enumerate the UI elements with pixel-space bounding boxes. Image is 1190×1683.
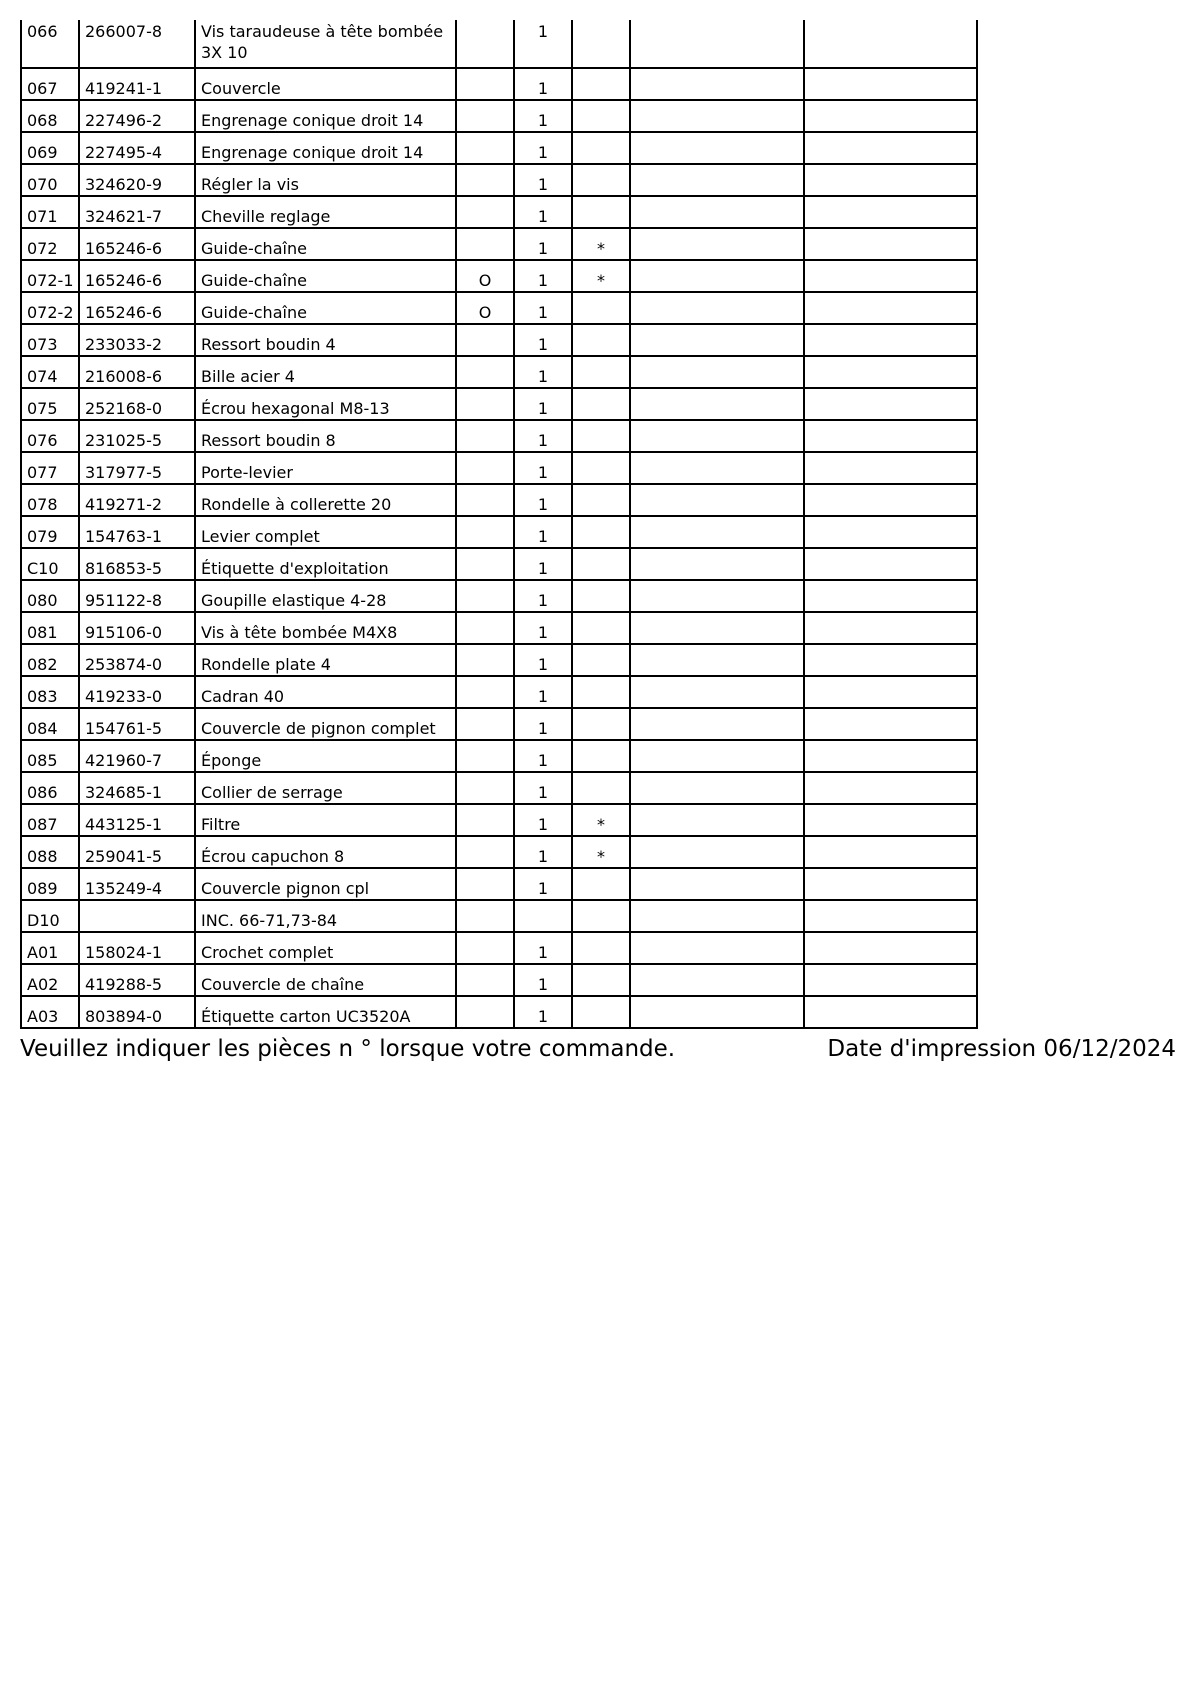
part-number-cell: 086: [21, 772, 79, 804]
option-cell: [456, 452, 514, 484]
mark-cell: [572, 356, 630, 388]
reference-cell: 165246-6: [79, 228, 195, 260]
description-cell: Engrenage conique droit 14: [195, 100, 456, 132]
blank-cell-a: [630, 164, 804, 196]
description-cell: Vis à tête bombée M4X8: [195, 612, 456, 644]
option-cell: [456, 420, 514, 452]
parts-table: [20, 20, 978, 1029]
part-number-cell: 072-1: [21, 260, 79, 292]
quantity-cell: 1: [514, 388, 572, 420]
blank-cell-b: [804, 900, 977, 932]
description-cell: INC. 66-71,73-84: [195, 900, 456, 932]
print-date: Date d'impression 06/12/2024: [827, 1036, 1176, 1062]
table-row: [21, 356, 977, 388]
description-cell: Porte-levier: [195, 452, 456, 484]
blank-cell-a: [630, 196, 804, 228]
option-cell: [456, 932, 514, 964]
mark-cell: *: [572, 260, 630, 292]
quantity-cell: 1: [514, 356, 572, 388]
quantity-cell: 1: [514, 260, 572, 292]
part-number-cell: 072-2: [21, 292, 79, 324]
blank-cell-a: [630, 580, 804, 612]
part-number-cell: 075: [21, 388, 79, 420]
quantity-cell: 1: [514, 100, 572, 132]
blank-cell-b: [804, 68, 977, 100]
blank-cell-a: [630, 804, 804, 836]
blank-cell-b: [804, 644, 977, 676]
blank-cell-b: [804, 100, 977, 132]
blank-cell-a: [630, 292, 804, 324]
blank-cell-a: [630, 452, 804, 484]
quantity-cell: 1: [514, 20, 572, 68]
blank-cell-a: [630, 836, 804, 868]
part-number-cell: 073: [21, 324, 79, 356]
mark-cell: [572, 484, 630, 516]
mark-cell: [572, 452, 630, 484]
parts-table-body: [21, 20, 977, 1028]
part-number-cell: 071: [21, 196, 79, 228]
part-number-cell: 079: [21, 516, 79, 548]
description-cell: Guide-chaîne: [195, 228, 456, 260]
quantity-cell: 1: [514, 676, 572, 708]
description-cell: Guide-chaîne: [195, 260, 456, 292]
mark-cell: [572, 868, 630, 900]
table-row: [21, 772, 977, 804]
table-row: [21, 196, 977, 228]
description-cell: Couvercle pignon cpl: [195, 868, 456, 900]
description-cell: Couvercle de chaîne: [195, 964, 456, 996]
quantity-cell: 1: [514, 324, 572, 356]
blank-cell-b: [804, 388, 977, 420]
description-cell: Guide-chaîne: [195, 292, 456, 324]
mark-cell: [572, 100, 630, 132]
option-cell: [456, 580, 514, 612]
mark-cell: [572, 708, 630, 740]
blank-cell-a: [630, 100, 804, 132]
mark-cell: [572, 132, 630, 164]
option-cell: O: [456, 292, 514, 324]
option-cell: [456, 324, 514, 356]
mark-cell: [572, 996, 630, 1028]
part-number-cell: 069: [21, 132, 79, 164]
table-row: [21, 708, 977, 740]
option-cell: [456, 228, 514, 260]
mark-cell: [572, 68, 630, 100]
blank-cell-b: [804, 868, 977, 900]
table-row: [21, 228, 977, 260]
mark-cell: *: [572, 804, 630, 836]
quantity-cell: 1: [514, 996, 572, 1028]
part-number-cell: 074: [21, 356, 79, 388]
part-number-cell: A01: [21, 932, 79, 964]
table-row: [21, 516, 977, 548]
quantity-cell: 1: [514, 548, 572, 580]
blank-cell-b: [804, 548, 977, 580]
blank-cell-a: [630, 356, 804, 388]
description-cell: Bille acier 4: [195, 356, 456, 388]
blank-cell-a: [630, 132, 804, 164]
table-row: [21, 388, 977, 420]
mark-cell: [572, 20, 630, 68]
description-cell: Collier de serrage: [195, 772, 456, 804]
table-row: [21, 996, 977, 1028]
description-cell: Écrou hexagonal M8-13: [195, 388, 456, 420]
reference-cell: 816853-5: [79, 548, 195, 580]
description-cell: Ressort boudin 4: [195, 324, 456, 356]
blank-cell-a: [630, 516, 804, 548]
reference-cell: 252168-0: [79, 388, 195, 420]
mark-cell: [572, 580, 630, 612]
table-row: [21, 836, 977, 868]
reference-cell: 165246-6: [79, 292, 195, 324]
quantity-cell: 1: [514, 612, 572, 644]
part-number-cell: 067: [21, 68, 79, 100]
blank-cell-b: [804, 452, 977, 484]
quantity-cell: 1: [514, 580, 572, 612]
table-row: [21, 900, 977, 932]
description-cell: Vis taraudeuse à tête bombée 3X 10: [195, 20, 456, 68]
blank-cell-a: [630, 644, 804, 676]
reference-cell: 324621-7: [79, 196, 195, 228]
part-number-cell: A02: [21, 964, 79, 996]
option-cell: O: [456, 260, 514, 292]
quantity-cell: 1: [514, 868, 572, 900]
part-number-cell: 070: [21, 164, 79, 196]
quantity-cell: 1: [514, 196, 572, 228]
blank-cell-b: [804, 580, 977, 612]
part-number-cell: 080: [21, 580, 79, 612]
blank-cell-a: [630, 260, 804, 292]
option-cell: [456, 20, 514, 68]
quantity-cell: 1: [514, 516, 572, 548]
table-row: [21, 68, 977, 100]
option-cell: [456, 100, 514, 132]
option-cell: [456, 740, 514, 772]
reference-cell: 231025-5: [79, 420, 195, 452]
part-number-cell: 077: [21, 452, 79, 484]
blank-cell-a: [630, 740, 804, 772]
quantity-cell: 1: [514, 964, 572, 996]
reference-cell: 951122-8: [79, 580, 195, 612]
table-row: [21, 932, 977, 964]
blank-cell-b: [804, 292, 977, 324]
reference-cell: 419241-1: [79, 68, 195, 100]
quantity-cell: 1: [514, 292, 572, 324]
description-cell: Couvercle de pignon complet: [195, 708, 456, 740]
description-cell: Régler la vis: [195, 164, 456, 196]
description-cell: Rondelle à collerette 20: [195, 484, 456, 516]
blank-cell-b: [804, 964, 977, 996]
reference-cell: 419271-2: [79, 484, 195, 516]
reference-cell: 154763-1: [79, 516, 195, 548]
option-cell: [456, 804, 514, 836]
option-cell: [456, 68, 514, 100]
table-row: [21, 644, 977, 676]
quantity-cell: 1: [514, 740, 572, 772]
blank-cell-b: [804, 420, 977, 452]
mark-cell: *: [572, 836, 630, 868]
quantity-cell: 1: [514, 420, 572, 452]
reference-cell: 324685-1: [79, 772, 195, 804]
mark-cell: [572, 516, 630, 548]
reference-cell: 154761-5: [79, 708, 195, 740]
description-cell: Écrou capuchon 8: [195, 836, 456, 868]
option-cell: [456, 644, 514, 676]
blank-cell-a: [630, 484, 804, 516]
mark-cell: [572, 964, 630, 996]
mark-cell: [572, 772, 630, 804]
blank-cell-b: [804, 740, 977, 772]
blank-cell-b: [804, 676, 977, 708]
blank-cell-a: [630, 868, 804, 900]
part-number-cell: 068: [21, 100, 79, 132]
description-cell: Cheville reglage: [195, 196, 456, 228]
part-number-cell: 083: [21, 676, 79, 708]
option-cell: [456, 868, 514, 900]
description-cell: Cadran 40: [195, 676, 456, 708]
table-row: [21, 452, 977, 484]
blank-cell-a: [630, 772, 804, 804]
option-cell: [456, 516, 514, 548]
blank-cell-a: [630, 612, 804, 644]
mark-cell: [572, 292, 630, 324]
part-number-cell: 084: [21, 708, 79, 740]
description-cell: Étiquette carton UC3520A: [195, 996, 456, 1028]
quantity-cell: 1: [514, 484, 572, 516]
table-row: [21, 740, 977, 772]
table-row: [21, 676, 977, 708]
quantity-cell: 1: [514, 452, 572, 484]
description-cell: Éponge: [195, 740, 456, 772]
option-cell: [456, 132, 514, 164]
part-number-cell: 085: [21, 740, 79, 772]
blank-cell-b: [804, 228, 977, 260]
mark-cell: [572, 324, 630, 356]
blank-cell-a: [630, 548, 804, 580]
blank-cell-b: [804, 836, 977, 868]
blank-cell-a: [630, 228, 804, 260]
blank-cell-a: [630, 996, 804, 1028]
blank-cell-b: [804, 196, 977, 228]
blank-cell-a: [630, 68, 804, 100]
option-cell: [456, 676, 514, 708]
part-number-cell: 076: [21, 420, 79, 452]
option-cell: [456, 996, 514, 1028]
blank-cell-b: [804, 612, 977, 644]
option-cell: [456, 388, 514, 420]
reference-cell: 227496-2: [79, 100, 195, 132]
quantity-cell: 1: [514, 228, 572, 260]
reference-cell: 266007-8: [79, 20, 195, 68]
reference-cell: 317977-5: [79, 452, 195, 484]
part-number-cell: 066: [21, 20, 79, 68]
mark-cell: *: [572, 228, 630, 260]
description-cell: Goupille elastique 4-28: [195, 580, 456, 612]
reference-cell: 259041-5: [79, 836, 195, 868]
mark-cell: [572, 740, 630, 772]
reference-cell: [79, 900, 195, 932]
blank-cell-b: [804, 708, 977, 740]
table-row: [21, 292, 977, 324]
blank-cell-b: [804, 164, 977, 196]
blank-cell-a: [630, 900, 804, 932]
reference-cell: 216008-6: [79, 356, 195, 388]
table-row: [21, 164, 977, 196]
part-number-cell: 078: [21, 484, 79, 516]
option-cell: [456, 548, 514, 580]
mark-cell: [572, 932, 630, 964]
blank-cell-b: [804, 356, 977, 388]
quantity-cell: 1: [514, 932, 572, 964]
part-number-cell: A03: [21, 996, 79, 1028]
option-cell: [456, 356, 514, 388]
reference-cell: 419233-0: [79, 676, 195, 708]
blank-cell-b: [804, 516, 977, 548]
blank-cell-b: [804, 132, 977, 164]
quantity-cell: 1: [514, 836, 572, 868]
blank-cell-b: [804, 260, 977, 292]
part-number-cell: 072: [21, 228, 79, 260]
mark-cell: [572, 676, 630, 708]
description-cell: Couvercle: [195, 68, 456, 100]
quantity-cell: 1: [514, 772, 572, 804]
quantity-cell: 1: [514, 708, 572, 740]
mark-cell: [572, 900, 630, 932]
blank-cell-b: [804, 484, 977, 516]
blank-cell-a: [630, 932, 804, 964]
table-row: [21, 100, 977, 132]
part-number-cell: 088: [21, 836, 79, 868]
table-row: [21, 804, 977, 836]
description-cell: Étiquette d'exploitation: [195, 548, 456, 580]
option-cell: [456, 708, 514, 740]
reference-cell: 253874-0: [79, 644, 195, 676]
table-row: [21, 580, 977, 612]
blank-cell-a: [630, 324, 804, 356]
blank-cell-a: [630, 388, 804, 420]
blank-cell-b: [804, 804, 977, 836]
description-cell: Rondelle plate 4: [195, 644, 456, 676]
blank-cell-a: [630, 708, 804, 740]
part-number-cell: 082: [21, 644, 79, 676]
table-row: [21, 868, 977, 900]
option-cell: [456, 484, 514, 516]
reference-cell: 165246-6: [79, 260, 195, 292]
blank-cell-b: [804, 20, 977, 68]
order-instruction-note: Veuillez indiquer les pièces n ° lorsque votre commande.: [20, 1036, 676, 1062]
table-row: [21, 260, 977, 292]
table-row: [21, 20, 977, 68]
mark-cell: [572, 612, 630, 644]
description-cell: Ressort boudin 8: [195, 420, 456, 452]
quantity-cell: [514, 900, 572, 932]
table-row: [21, 132, 977, 164]
reference-cell: 419288-5: [79, 964, 195, 996]
option-cell: [456, 836, 514, 868]
blank-cell-b: [804, 324, 977, 356]
blank-cell-b: [804, 996, 977, 1028]
part-number-cell: 081: [21, 612, 79, 644]
reference-cell: 158024-1: [79, 932, 195, 964]
part-number-cell: 089: [21, 868, 79, 900]
mark-cell: [572, 196, 630, 228]
quantity-cell: 1: [514, 68, 572, 100]
reference-cell: 421960-7: [79, 740, 195, 772]
mark-cell: [572, 548, 630, 580]
blank-cell-a: [630, 964, 804, 996]
description-cell: Filtre: [195, 804, 456, 836]
blank-cell-b: [804, 772, 977, 804]
reference-cell: 915106-0: [79, 612, 195, 644]
quantity-cell: 1: [514, 804, 572, 836]
option-cell: [456, 772, 514, 804]
reference-cell: 227495-4: [79, 132, 195, 164]
part-number-cell: C10: [21, 548, 79, 580]
reference-cell: 233033-2: [79, 324, 195, 356]
option-cell: [456, 964, 514, 996]
quantity-cell: 1: [514, 164, 572, 196]
option-cell: [456, 900, 514, 932]
blank-cell-a: [630, 20, 804, 68]
part-number-cell: D10: [21, 900, 79, 932]
table-row: [21, 324, 977, 356]
blank-cell-a: [630, 420, 804, 452]
reference-cell: 324620-9: [79, 164, 195, 196]
table-row: [21, 548, 977, 580]
description-cell: Engrenage conique droit 14: [195, 132, 456, 164]
option-cell: [456, 164, 514, 196]
table-row: [21, 420, 977, 452]
quantity-cell: 1: [514, 132, 572, 164]
blank-cell-a: [630, 676, 804, 708]
part-number-cell: 087: [21, 804, 79, 836]
reference-cell: 135249-4: [79, 868, 195, 900]
mark-cell: [572, 420, 630, 452]
option-cell: [456, 612, 514, 644]
description-cell: Crochet complet: [195, 932, 456, 964]
table-row: [21, 612, 977, 644]
mark-cell: [572, 388, 630, 420]
blank-cell-b: [804, 932, 977, 964]
mark-cell: [572, 644, 630, 676]
quantity-cell: 1: [514, 644, 572, 676]
reference-cell: 443125-1: [79, 804, 195, 836]
description-cell: Levier complet: [195, 516, 456, 548]
table-row: [21, 484, 977, 516]
option-cell: [456, 196, 514, 228]
reference-cell: 803894-0: [79, 996, 195, 1028]
table-row: [21, 964, 977, 996]
mark-cell: [572, 164, 630, 196]
